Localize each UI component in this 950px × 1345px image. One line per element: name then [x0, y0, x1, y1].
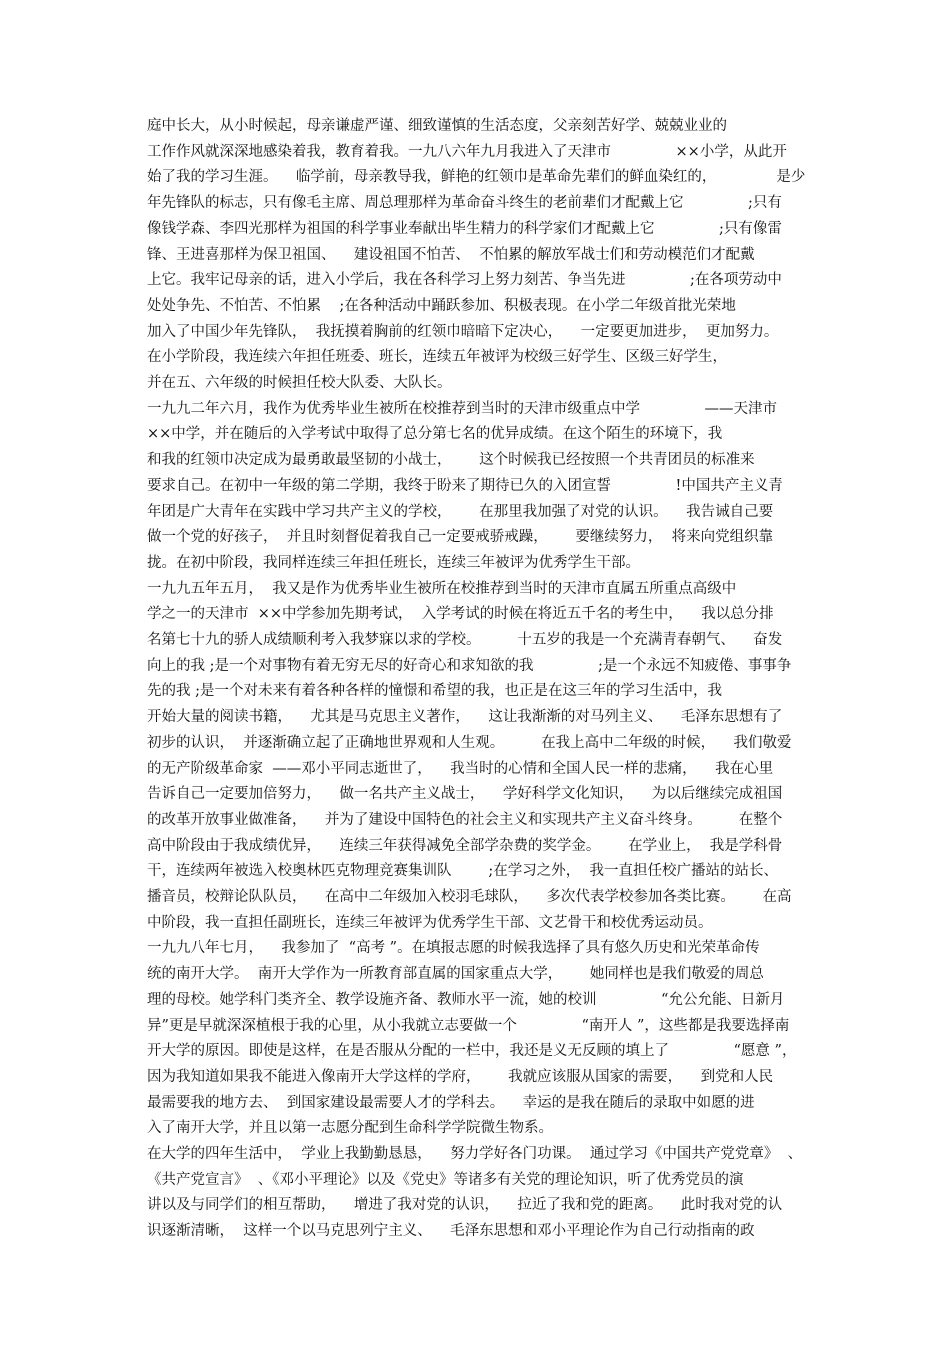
text-line: 识逐渐清晰， 这样一个以马克思列宁主义、 毛泽东思想和邓小平理论作为自己行动指南的政 [147, 1223, 755, 1239]
text-line: 入了南开大学，并且以第一志愿分配到生命科学学院微生物系。 [147, 1120, 553, 1136]
text-line: 一九九五年五月， 我又是作为优秀毕业生被所在校推荐到当时的天津市直属五所重点高级中 [147, 581, 737, 597]
text-line: 做一个党的好孩子， 并且时刻督促着我自己一定要戒骄戒躁， 要继续努力， 将来向党组织靠 [147, 529, 774, 545]
text-line: 的无产阶级革命家 ——邓小平同志逝世了， 我当时的心情和全国人民一样的悲痛， 我在心里 [147, 761, 774, 777]
text-line: 锋、王进喜那样为保卫祖国、 建设祖国不怕苦、 不怕累的解放军战士们和劳动模范们才配戴 [147, 247, 755, 263]
text-line: 讲以及与同学们的相互帮助， 增进了我对党的认识， 拉近了我和党的距离。 此时我对党的认 [147, 1197, 783, 1213]
text-line: 拢。在初中阶段，我同样连续三年担任班长，连续三年被评为优秀学生干部。 [147, 555, 640, 571]
text-line: 处处争先、不怕苦、不怕累 ;在各种活动中踊跃参加、积极表现。在小学二年级首批光荣地 [147, 298, 736, 314]
text-line: 播音员，校辩论队队员， 在高中二年级加入校羽毛球队， 多次代表学校参加各类比赛。 在高 [147, 889, 792, 905]
text-line: 高中阶段由于我成绩优异， 连续三年获得减免全部学杂费的奖学金。 在学业上， 我是学科骨 [147, 838, 783, 854]
text-line: 工作作风就深深地感染着我，教育着我。一九八六年九月我进入了天津市 ××小学，从此开 [147, 144, 787, 160]
text-line: 《共产党宣言》 、《邓小平理论》以及《党史》等诸多有关党的理论知识，听了优秀党员的演 [147, 1172, 744, 1188]
text-line: 最需要我的地方去、 到国家建设最需要人才的学科去。 幸运的是我在随后的录取中如愿的进 [147, 1095, 755, 1111]
text-line: 加入了中国少年先锋队， 我抚摸着胸前的红领巾暗暗下定决心， 一定要更加进步， 更加努力。 [147, 324, 779, 340]
text-line: 年团是广大青年在实践中学习共产主义的学校， 在那里我加强了对党的认识。 我告诫自己要 [147, 504, 774, 520]
text-line: 始了我的学习生涯。 临学前，母亲教导我，鲜艳的红领巾是革命先辈们的鲜血染红的， 是少 [147, 169, 806, 185]
text-line: 开大学的原因。即使是这样，在是否服从分配的一栏中，我还是义无反顾的填上了 “愿意 ”， [147, 1043, 797, 1059]
text-line: 统的南开大学。 南开大学作为一所教育部直属的国家重点大学， 她同样也是我们敬爱的周总 [147, 966, 764, 982]
text-line: 因为我知道如果我不能进入像南开大学这样的学府， 我就应该服从国家的需要， 到党和人民 [147, 1069, 774, 1085]
text-line: 年先锋队的标志，只有像毛主席、周总理那样为革命奋斗终生的老前辈们才配戴上它 ;只有 [147, 195, 782, 211]
text-line: 名第七十九的骄人成绩顺利考入我梦寐以求的学校。 十五岁的我是一个充满青春朝气、 奋发 [147, 632, 783, 648]
text-line: 理的母校。她学科门类齐全、教学设施齐备、教师水平一流，她的校训 “允公允能、日新月 [147, 992, 785, 1008]
text-line: 一九九二年六月，我作为优秀毕业生被所在校推荐到当时的天津市级重点中学 ——天津市 [147, 401, 778, 417]
text-line: 开始大量的阅读书籍， 尤其是马克思主义著作， 这让我渐渐的对马列主义、 毛泽东思想有了 [147, 709, 783, 725]
text-line: 并在五、六年级的时候担任校大队委、大队长。 [147, 375, 452, 391]
text-line: 在大学的四年生活中， 学业上我勤勤恳恳， 努力学好各门功课。 通过学习《中国共产党党章》 、 [147, 1146, 803, 1162]
text-line: 学之一的天津市 ××中学参加先期考试， 入学考试的时候在将近五千名的考生中， 我以总分排 [147, 606, 774, 622]
text-line: 初步的认识， 并逐渐确立起了正确地世界观和人生观。 在我上高中二年级的时候， 我们敬爱 [147, 735, 792, 751]
text-line: 一九九八年七月， 我参加了 “高考 ”。在填报志愿的时候我选择了具有悠久历史和光荣革命传 [147, 940, 760, 956]
text-line: 的改革开放事业做准备， 并为了建设中国特色的社会主义和实现共产主义奋斗终身。 在整个 [147, 812, 783, 828]
text-line: 在小学阶段，我连续六年担任班委、班长，连续五年被评为校级三好学生、区级三好学生， [147, 349, 727, 365]
text-line: 和我的红领巾决定成为最勇敢最坚韧的小战士， 这个时候我已经按照一个共青团员的标准来 [147, 452, 755, 468]
text-line: 中阶段，我一直担任副班长，连续三年被评为优秀学生干部、文艺骨干和校优秀运动员。 [147, 915, 713, 931]
text-line: 向上的我 ;是一个对事物有着无穷无尽的好奇心和求知欲的我 ;是一个永远不知疲倦、事事争 [147, 658, 792, 674]
text-line: 先的我 ;是一个对未来有着各种各样的憧憬和希望的我，也正是在这三年的学习生活中，我 [147, 683, 722, 699]
text-line: 干，连续两年被选入校奥林匹克物理竞赛集训队 ;在学习之外， 我一直担任校广播站的站长、 [147, 863, 778, 879]
text-line: 庭中长大，从小时候起，母亲谦虚严谨、细致谨慎的生活态度，父亲刻苦好学、兢兢业业的 [147, 118, 727, 134]
text-line: 异”更是早就深深植根于我的心里，从小我就立志要做一个 “南开人 ”，这些都是我要选择南 [147, 1018, 790, 1034]
text-line: 上它。我牢记母亲的话，进入小学后，我在各科学习上努力刻苦、争当先进 ;在各项劳动中 [147, 272, 782, 288]
text-line: 要求自己。在初中一年级的第二学期，我终于盼来了期待已久的入团宣誓 !中国共产主义青 [147, 478, 783, 494]
text-line: 告诉自己一定要加倍努力， 做一名共产主义战士， 学好科学文化知识， 为以后继续完成祖国 [147, 786, 783, 802]
text-line: ××中学，并在随后的入学考试中取得了总分第七名的优异成绩。在这个陌生的环境下，我 [147, 426, 723, 442]
text-line: 像钱学森、李四光那样为祖国的科学事业奉献出毕生精力的科学家们才配戴上它 ;只有像雷 [147, 221, 782, 237]
